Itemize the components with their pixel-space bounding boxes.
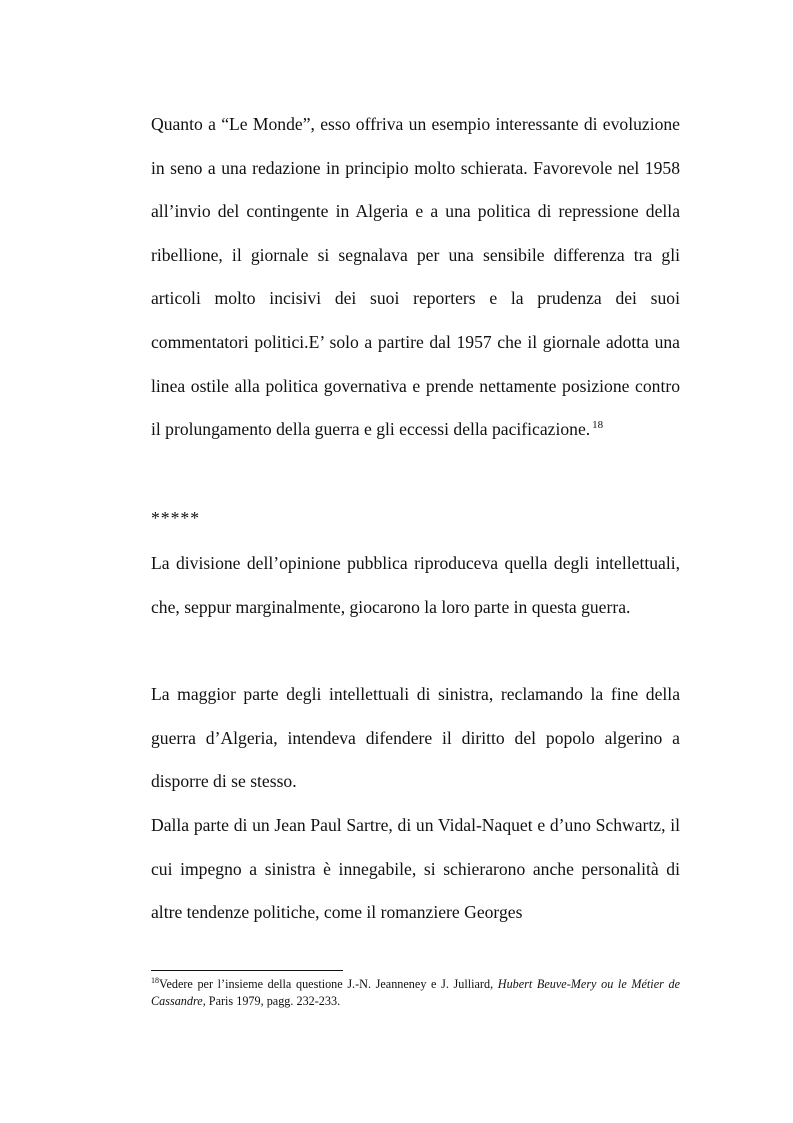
- paragraph-intellettuali-sinistra: La maggior parte degli intellettuali di sinistra, reclamando la fine della guerra d’Algeria, intendeva difendere il diritto del popolo algerino a disporre di se stesso.: [151, 684, 680, 792]
- paragraph-opinione-pubblica: La divisione dell’opinione pubblica riproduceva quella degli intellettuali, che, seppur marginalmente, giocarono la loro parte in questa guerra.: [151, 553, 680, 617]
- footnote-divider: [151, 970, 343, 971]
- footnote-reference-18[interactable]: 18: [592, 419, 604, 432]
- paragraph-le-monde: [151, 103, 680, 452]
- paragraph-1-text: Quanto a “Le Monde”, esso offriva un esempio interessante di evoluzione in seno a una redazione in principio molto schierata. Favorevole nel 1958 all’invio del contingente in Algeria e a una politica di repressione della ribellione, il giornale si segnalava per una sensibile differenza tra gli articoli molto incisivi dei suoi reporters e la prudenza dei suoi commentatori politici.E’ solo a partire dal 1957 che il giornale adotta una linea ostile alla politica governativa e prende nettamente posizione contro il prolungamento della guerra e gli eccessi della pacificazione.: [151, 114, 680, 440]
- paragraph-sartre: Dalla parte di un Jean Paul Sartre, di un Vidal-Naquet e d’uno Schwartz, il cui impegno a sinistra è innegabile, si schierarono anche personalità di altre tendenze politiche, come il romanziere Georges: [151, 815, 680, 923]
- footnote-text-after: , Paris 1979, pagg. 232-233.: [202, 994, 341, 1008]
- section-separator: *****: [151, 508, 200, 528]
- footnote-number: 18: [151, 976, 159, 985]
- footnote-18: [151, 976, 680, 1010]
- footnote-text-before: Vedere per l’insieme della questione J.-N. Jeanneney e J. Julliard,: [159, 977, 498, 991]
- footnote-book-title: Hubert Beuve-Mery ou le Métier de Cassandre: [151, 977, 680, 1008]
